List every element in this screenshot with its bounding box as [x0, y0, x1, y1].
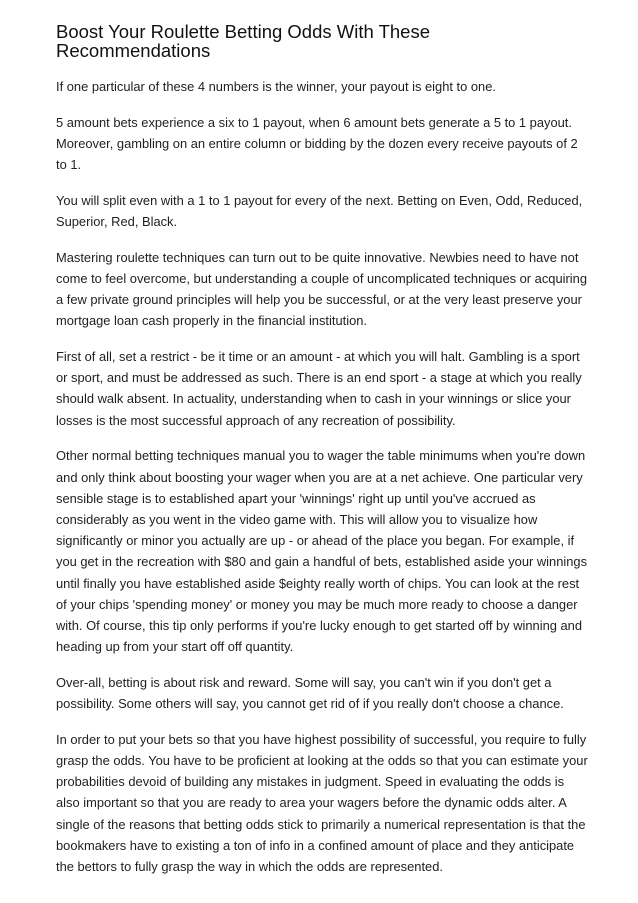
paragraph-1: If one particular of these 4 numbers is the winner, your payout is eight to one. — [56, 79, 496, 94]
paragraph-2: 5 amount bets experience a six to 1 payout, when 6 amount bets generate a 5 to 1 payout. Moreover, gambling on an entire column or bidding by the dozen every receive payouts of 2 to 1. — [56, 114, 578, 173]
paragraph-3: You will split even with a 1 to 1 payout for every of the next. Betting on Even, Odd, Reduced, Superior, Red, Black. — [56, 192, 583, 230]
paragraph-5: First of all, set a restrict - be it time or an amount - at which you will halt. Gambling is a sport or sport, and must be addressed as such. There is an end sport - a stage at which you really should walk absent. In actuality, understanding when to cash in your winnings or slice your losses is the most successful approach of any recreation of possibility. — [56, 349, 582, 428]
document-title: Boost Your Roulette Betting Odds With These Recommendations — [56, 21, 430, 61]
paragraph-4: Mastering roulette techniques can turn out to be quite innovative. Newbies need to have not come to feel overcome, but understanding a couple of uncomplicated techniques or acquiring a few private ground principles will help you be successful, or at the very least preserve your mortgage loan cash properly in the financial institution. — [56, 249, 587, 329]
paragraph-8: In order to put your bets so that you have highest possibility of successful, you require to fully grasp the odds. You have to be proficient at looking at the odds so that you can estimate your probabilities devoid of building any mistakes in judgment. Speed in evaluating the odds is also important so that you are ready to area your wagers before the dynamic odds alter. A single of the reasons that betting odds stick to primarily a numerical representation is that the bookmakers have to existing a ton of info in a confined amount of place and they anticipate the bettors to fully grasp the way in which the odds are represented. — [56, 731, 588, 874]
paragraph-6: Other normal betting techniques manual you to wager the table minimums when you're down and only think about boosting your wager when you are at a net achieve. One particular very sensible stage is to established apart your 'winnings' right up until you've accrued as considerably as you went in the video game with. This will allow you to visualize how significantly or minor you actually are up - or ahead of the place you began. For example, if you get in the recreation with $80 and gain a handful of bets, established aside your winnings until finally you have established aside $eighty really worth of chips. You can look at the rest of your chips 'spending money' or money you may be much more ready to choose a danger with. Of course, this tip only performs if you're lucky enough to get started off by winning and heading up from your start off off quantity. — [56, 448, 588, 655]
paragraph-7: Over-all, betting is about risk and reward. Some will say, you can't win if you don't get a possibility. Some others will say, you cannot get rid of if you really don't choose a chance. — [56, 674, 564, 712]
